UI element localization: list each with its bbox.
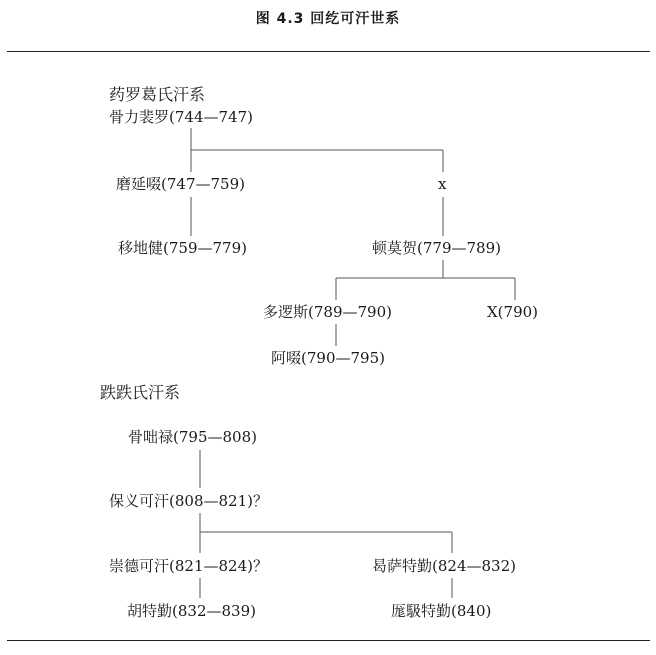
- person-x2: X(790): [487, 303, 539, 321]
- person-x1: x: [438, 175, 447, 193]
- person-hesa: 曷萨特勤(824—832): [372, 557, 516, 575]
- section-yaoluoge: 药罗葛氏汗系: [109, 85, 206, 104]
- person-duoluosi: 多逻斯(789—790): [263, 303, 392, 321]
- person-hute: 胡特勤(832—839): [127, 602, 256, 620]
- section-xiedie: 跌跌氏汗系: [100, 383, 181, 402]
- person-guli: 骨力裴罗(744—747): [109, 108, 253, 126]
- person-dunmohe: 顿莫贺(779—789): [372, 239, 501, 257]
- person-chongde: 崇德可汗(821—824)？: [109, 557, 268, 575]
- person-achuo: 阿啜(790—795): [271, 349, 385, 367]
- person-guduolu: 骨咄禄(795—808): [128, 428, 257, 446]
- person-yidijian: 移地健(759—779): [118, 239, 247, 257]
- person-enanjue: 厖馺特勤(840): [391, 602, 492, 620]
- person-baoyi: 保义可汗(808—821)？: [109, 492, 268, 510]
- figure-title: 图 4.3 回纥可汗世系: [255, 11, 401, 27]
- person-moyan: 磨延啜(747—759): [116, 175, 245, 193]
